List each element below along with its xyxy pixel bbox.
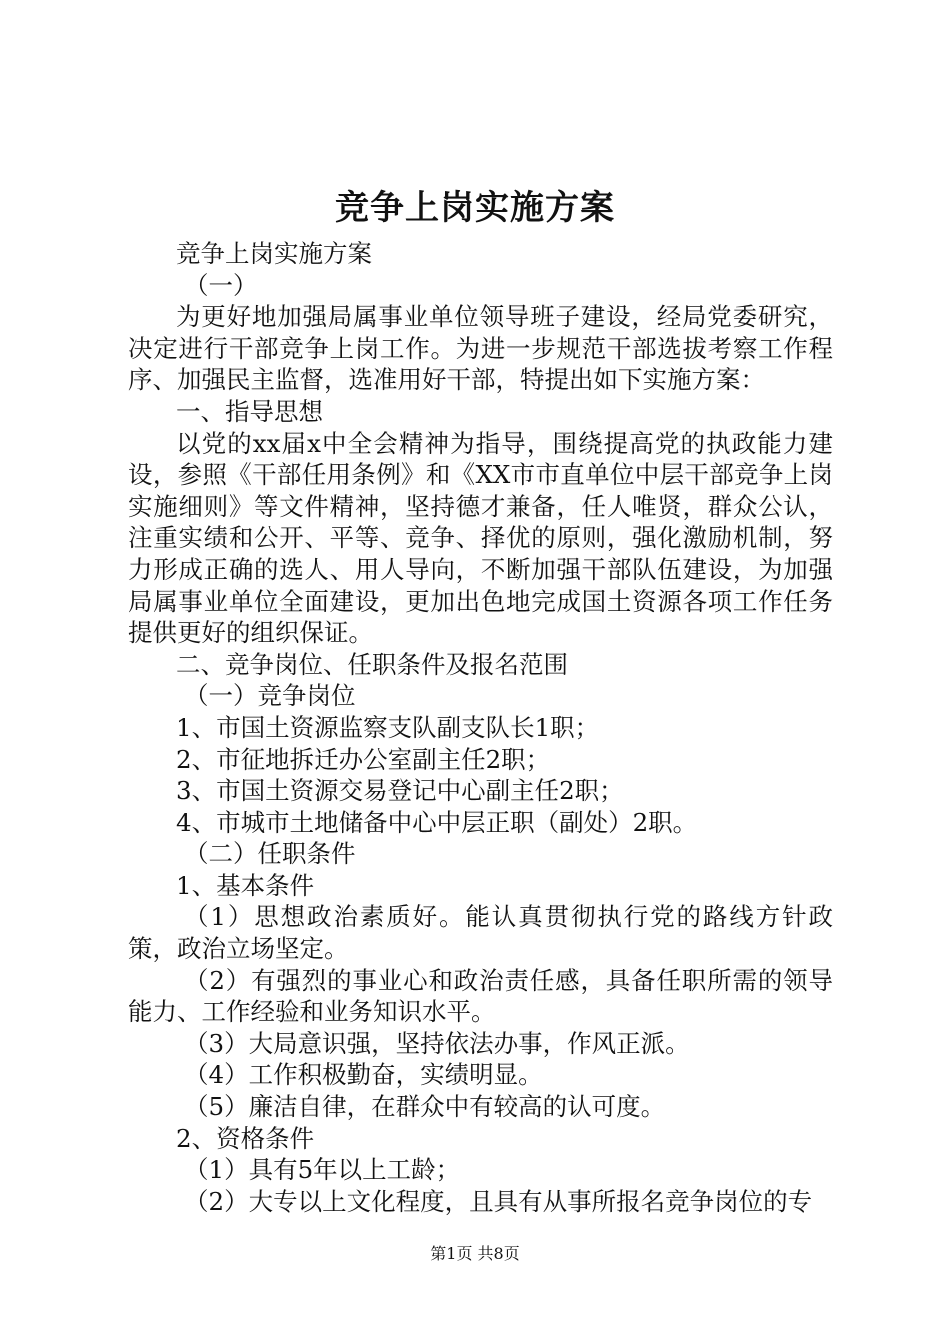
paragraph: 3、市国土资源交易登记中心副主任2职； (176, 776, 624, 806)
paragraph: 为更好地加强局属事业单位领导班子建设，经局党委研究，决定进行干部竞争上岗工作。为进一步规范干部选拔考察工作程序、加强民主监督，选准用好干部，特提出如下实施方案： (128, 302, 833, 395)
paragraph: 竞争上岗实施方案 (176, 239, 372, 268)
page-footer: 第1页 共8页 (430, 1244, 520, 1263)
paragraph: （二）任职条件 (184, 839, 356, 869)
paragraph: （4）工作积极勤奋，实绩明显。 (184, 1060, 543, 1090)
paragraph: 以党的xx届x中全会精神为指导，围绕提高党的执政能力建设，参照《干部任用条例》和《XX市市直单位中层干部竞争上岗实施细则》等文件精神，坚持德才兼备，任人唯贤，群众公认，注重实绩和公开、平等、竞争、择优的原则，强化激励机制，努力形成正确的选人、用人导向，不断加强干部队伍建设，为加强局属事业单位全面建设，更加出色地完成国土资源各项工作任务提供更好的组织保证。 (128, 428, 833, 648)
paragraph: 2、市征地拆迁办公室副主任2职； (176, 744, 551, 774)
paragraph: 1、市国土资源监察支队副支队长1职； (176, 712, 600, 742)
paragraph: 二、竞争岗位、任职条件及报名范围 (176, 649, 568, 679)
paragraph: （1）具有5年以上工龄； (184, 1155, 461, 1185)
paragraph: 4、市城市土地储备中心中层正职（副处）2职。 (176, 807, 698, 837)
document-body (128, 238, 833, 1217)
paragraph: （2）有强烈的事业心和政治责任感，具备任职所需的领导能力、工作经验和业务知识水平。 (128, 965, 833, 1027)
paragraph: 1、基本条件 (176, 870, 315, 900)
paragraph: （3）大局意识强，坚持依法办事，作风正派。 (184, 1028, 690, 1058)
paragraph: （2）大专以上文化程度，且具有从事所报名竞争岗位的专 (184, 1186, 813, 1216)
paragraph: （一）竞争岗位 (184, 681, 356, 711)
paragraph: （一） (184, 270, 258, 300)
document-title: 竞争上岗实施方案 (335, 188, 615, 228)
paragraph: （5）廉洁自律，在群众中有较高的认可度。 (184, 1092, 666, 1122)
paragraph: 2、资格条件 (176, 1123, 315, 1153)
paragraph: 一、指导思想 (176, 396, 323, 426)
paragraph: （1）思想政治素质好。能认真贯彻执行党的路线方针政策，政治立场坚定。 (128, 902, 833, 964)
